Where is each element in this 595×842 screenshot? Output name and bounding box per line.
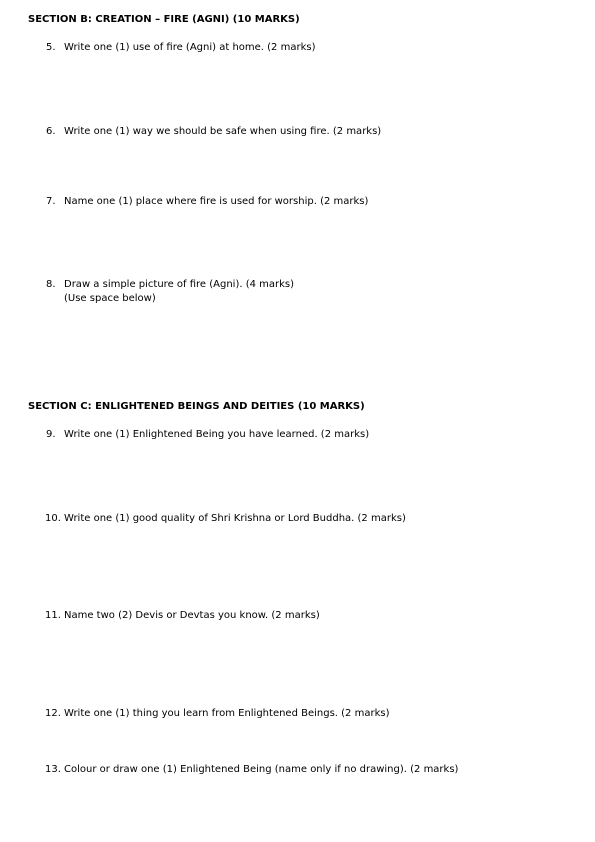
question-text: Name two (2) Devis or Devtas you know. (2 marks) bbox=[64, 610, 320, 621]
question-number: 11. bbox=[45, 610, 61, 621]
question-text: Draw a simple picture of fire (Agni). (4 marks) bbox=[64, 279, 295, 290]
question-number: 10. bbox=[45, 513, 61, 524]
question-text: Write one (1) use of fire (Agni) at home. (2 marks) bbox=[64, 42, 316, 53]
question-text: Name one (1) place where fire is used for worship. (2 marks) bbox=[64, 196, 369, 207]
question-number: 7. bbox=[46, 196, 56, 207]
question-number: 8. bbox=[46, 279, 56, 290]
question-text: Write one (1) good quality of Shri Krishna or Lord Buddha. (2 marks) bbox=[64, 513, 406, 524]
question-instruction: (Use space below) bbox=[64, 293, 156, 304]
question-text: Colour or draw one (1) Enlightened Being (name only if no drawing). (2 marks) bbox=[64, 764, 459, 775]
question-number: 13. bbox=[45, 764, 61, 775]
question-text: Write one (1) Enlightened Being you have learned. (2 marks) bbox=[64, 429, 370, 440]
section-c-heading: SECTION C: ENLIGHTENED BEINGS AND DEITIES (10 MARKS) bbox=[28, 401, 365, 412]
section-b-heading: SECTION B: CREATION – FIRE (AGNI) (10 MARKS) bbox=[28, 14, 300, 25]
question-number: 6. bbox=[46, 126, 56, 137]
question-text: Write one (1) way we should be safe when using fire. (2 marks) bbox=[64, 126, 382, 137]
question-number: 5. bbox=[46, 42, 56, 53]
question-text: Write one (1) thing you learn from Enlightened Beings. (2 marks) bbox=[64, 708, 390, 719]
question-number: 12. bbox=[45, 708, 61, 719]
question-number: 9. bbox=[46, 429, 56, 440]
